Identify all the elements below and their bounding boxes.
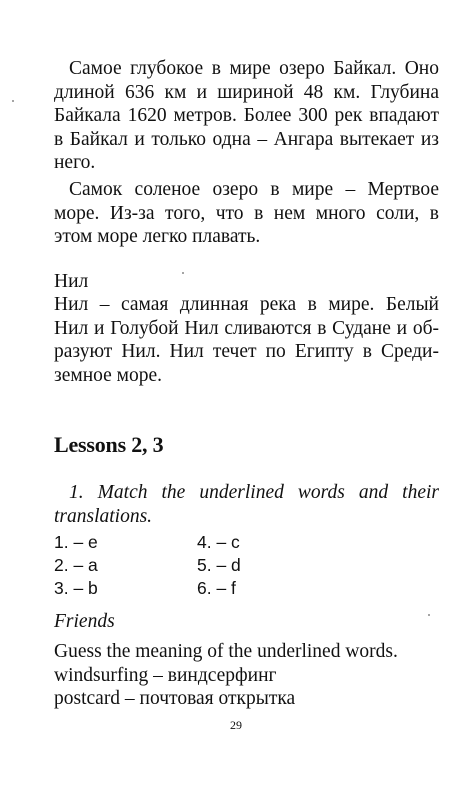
instruction-line: Guess the meaning of the underlined words. <box>54 641 398 662</box>
text-line: Нил – самая длинная река в мире. Белый <box>54 294 439 315</box>
text-line: земное море. <box>54 364 163 386</box>
answer-item: 5. – d <box>197 555 241 575</box>
text-line: море. Из-за того, что в нем много соли, в <box>54 202 439 224</box>
friends-text <box>54 640 439 711</box>
paragraph-nile <box>54 293 439 387</box>
text-line: translations. <box>54 505 153 527</box>
text-line: Самок соленое озеро в мире – Мертвое <box>69 179 439 200</box>
answer-item: 6. – f <box>197 578 236 598</box>
text-line: Байкала 1620 метров. Более 300 рек впадают <box>54 105 439 126</box>
text-line: Самое глубокое в мире озеро Байкал. Оно <box>69 58 439 79</box>
text-line: этом море легко плавать. <box>54 226 261 247</box>
text-line: в Байкал и только одна – Ангара вытекает из <box>54 128 439 150</box>
page-number: 29 <box>230 718 242 732</box>
scan-speck <box>12 100 14 102</box>
answer-item: 3. – b <box>54 578 98 598</box>
paragraph-dead-sea <box>54 178 439 249</box>
friends-title-text: Friends <box>54 611 115 632</box>
task-instruction <box>54 481 439 528</box>
section-title-nile <box>54 270 439 294</box>
vocab-line: windsurfing – виндсерфинг <box>54 664 277 686</box>
answer-item: 1. – e <box>54 532 98 552</box>
text-line: 1. Match the underlined words and their <box>69 482 439 503</box>
paragraph-baikal <box>54 57 439 175</box>
scan-speck <box>428 614 430 616</box>
answer-item: 2. – a <box>54 555 98 575</box>
scan-speck <box>182 272 184 274</box>
friends-title <box>54 610 439 634</box>
answer-item: 4. – c <box>197 532 240 552</box>
nile-title: Нил <box>54 271 89 292</box>
text-line: длиной 636 км и шириной 48 км. Глубина <box>54 81 439 103</box>
vocab-line: postcard – почтовая открытка <box>54 688 296 709</box>
lesson-heading: Lessons 2, 3 <box>54 432 164 457</box>
text-line: него. <box>54 152 96 173</box>
text-line: Нил и Голубой Нил сливаются в Судане и об- <box>54 317 439 339</box>
text-line: разуют Нил. Нил течет по Египту в Среди- <box>54 341 439 362</box>
